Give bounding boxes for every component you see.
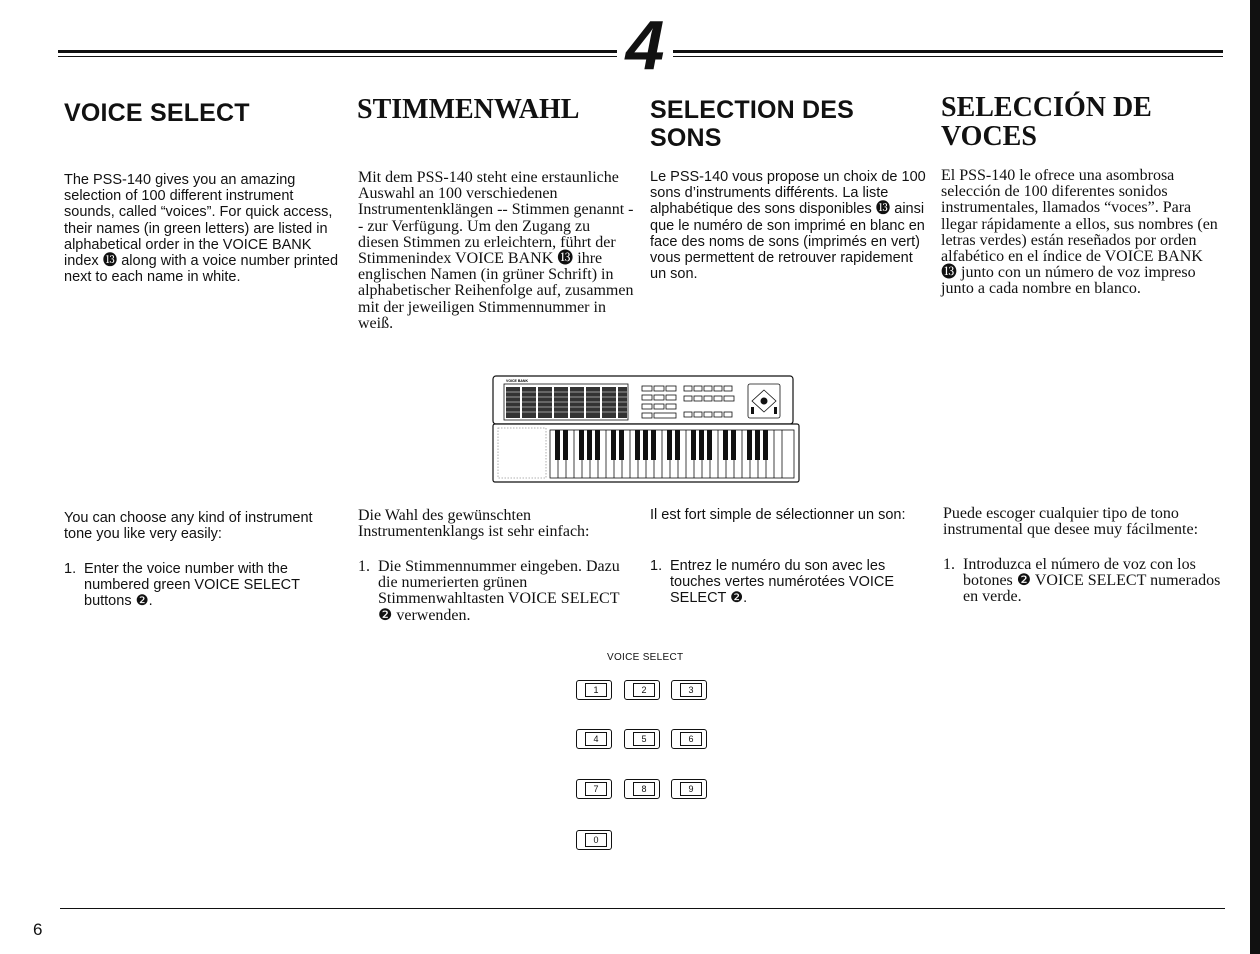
step-number: 1. bbox=[64, 561, 77, 577]
voice-bank-label: VOICE BANK bbox=[506, 379, 528, 383]
intro-spanish: El PSS-140 le ofrece una asombrosa selección de 100 diferentes sonidos instrumentales, llamados “voces”. Para llegar rápidamente a ellos, sus nombres (en letras verdes) están reseñados por orden alfabético en el índice de VOICE BANK ⓭ junto con un número de voz impreso junto a cada nombre en blanco. bbox=[941, 167, 1218, 298]
chapter-number: 4 bbox=[617, 12, 673, 78]
page-edge-bar bbox=[1250, 0, 1260, 954]
step-text: Die Stimmennummer eingeben. Dazu die numerierten grünen Stimmenwahltasten VOICE SELECT ❷ verwenden. bbox=[378, 558, 620, 624]
step-text: Introduzca el número de voz con los botones ❷ VOICE SELECT numerados en verde. bbox=[963, 556, 1221, 606]
intro-french: Le PSS-140 vous propose un choix de 100 sons d’instruments différents. La liste alphabétique des sons disponibles ⓭ ainsi que le numéro de son imprimé en blanc en face des noms de sons (imprimés en vert) vous permettent de retrouver rapidement un son. bbox=[650, 169, 926, 283]
lead-french: Il est fort simple de sélectionner un son: bbox=[650, 507, 906, 523]
voice-select-button-0: 0 bbox=[576, 830, 612, 850]
step-english bbox=[64, 561, 334, 610]
lead-german: Die Wahl des gewünschten Instrumentenklangs ist sehr einfach: bbox=[358, 507, 590, 541]
voice-select-button-6: 6 bbox=[671, 729, 707, 749]
step-number: 1. bbox=[943, 556, 955, 573]
voice-bank-index bbox=[504, 379, 628, 420]
voice-select-button-4: 4 bbox=[576, 729, 612, 749]
heading-french: SELECTION DES SONS bbox=[650, 96, 855, 152]
bottom-rule bbox=[60, 908, 1225, 909]
page-number: 6 bbox=[33, 920, 43, 939]
intro-german: Mit dem PSS-140 steht eine erstaunliche Auswahl an 100 verschiedenen Instrumentenklängen -- Stimmen genannt -- zur Verfügung. Um den Zugang zu diesen Stimmen zu erleichtern, führt der Stimmenindex VOICE BANK ⓭ ihre englischen Namen (in grüner Schrift) in alphabetischer Reihenfolge auf, zusammen mit der jeweiligen Stimmennummer in weiß. bbox=[358, 169, 634, 332]
step-number: 1. bbox=[650, 558, 663, 574]
step-french bbox=[650, 558, 920, 607]
step-number: 1. bbox=[358, 558, 370, 575]
voice-select-button-2: 2 bbox=[624, 680, 660, 700]
voice-select-label: VOICE SELECT bbox=[607, 652, 684, 663]
lead-english: You can choose any kind of instrument tone you like very easily: bbox=[64, 510, 313, 543]
heading-spanish: SELECCIÓN DE VOCES bbox=[941, 92, 1152, 152]
step-spanish bbox=[943, 557, 1223, 606]
voice-select-button-8: 8 bbox=[624, 779, 660, 799]
step-text: Entrez le numéro du son avec les touches vertes numérotées VOICE SELECT ❷. bbox=[670, 558, 895, 607]
voice-select-button-7: 7 bbox=[576, 779, 612, 799]
intro-english: The PSS-140 gives you an amazing selection of 100 different instrument sounds, called “voices”. For quick access, their names (in green letters) are listed in alphabetical order in the VOICE BANK index ⓭ along with a voice number printed next to each name in white. bbox=[64, 172, 339, 286]
voice-select-button-9: 9 bbox=[671, 779, 707, 799]
step-german bbox=[358, 559, 636, 624]
lead-spanish: Puede escoger cualquier tipo de tono instrumental que desee muy fácilmente: bbox=[943, 505, 1199, 539]
keyboard-illustration bbox=[490, 374, 802, 486]
voice-select-button-1: 1 bbox=[576, 680, 612, 700]
heading-german: STIMMENWAHL bbox=[357, 94, 580, 125]
voice-select-button-5: 5 bbox=[624, 729, 660, 749]
step-text: Enter the voice number with the numbered green VOICE SELECT buttons ❷. bbox=[84, 561, 300, 610]
voice-select-button-3: 3 bbox=[671, 680, 707, 700]
heading-english: VOICE SELECT bbox=[64, 99, 250, 127]
